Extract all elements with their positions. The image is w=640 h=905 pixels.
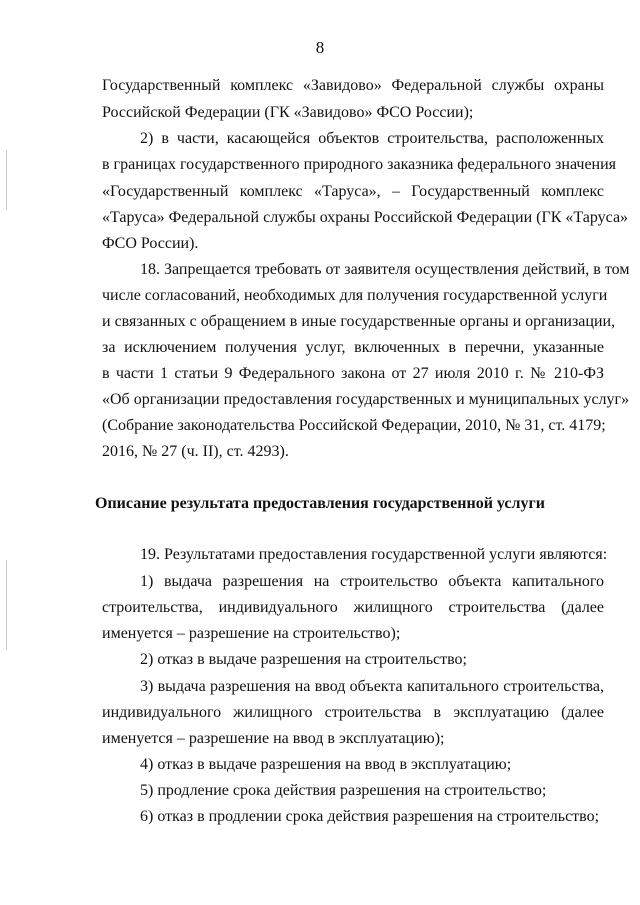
text-line: индивидуального жилищного строительства в эксплуатацию (далее bbox=[102, 704, 604, 721]
text-line: Российской Федерации (ГК «Завидово» ФСО России); bbox=[102, 104, 474, 121]
text-line: строительства, индивидуального жилищного строительства (далее bbox=[102, 599, 604, 616]
text-line: 19. Результатами предоставления государственной услуги являются: bbox=[140, 546, 608, 563]
text-line: в границах государственного природного заказника федерального значения bbox=[102, 156, 617, 173]
text-line: (Собрание законодательства Российской Федерации, 2010, № 31, ст. 4179; bbox=[102, 417, 606, 434]
section-heading: Описание результата предоставления государственной услуги bbox=[95, 495, 545, 512]
text-line: 2016, № 27 (ч. II), ст. 4293). bbox=[102, 443, 289, 460]
scan-edge-mark bbox=[6, 560, 7, 650]
text-line: 4) отказ в выдаче разрешения на ввод в эксплуатацию; bbox=[140, 756, 512, 773]
text-line: Государственный комплекс «Завидово» Федеральной службы охраны bbox=[102, 77, 604, 94]
text-line: ФСО России). bbox=[102, 235, 199, 252]
text-line: 2) отказ в выдаче разрешения на строительство; bbox=[140, 651, 467, 668]
text-line: 3) выдача разрешения на ввод объекта капитального строительства, bbox=[140, 678, 604, 695]
text-line: «Государственный комплекс «Таруса», – Государственный комплекс bbox=[102, 183, 604, 200]
text-line: и связанных с обращением в иные государственные органы и организации, bbox=[102, 313, 616, 330]
text-line: 2) в части, касающейся объектов строительства, расположенных bbox=[140, 130, 604, 147]
text-line: 18. Запрещается требовать от заявителя осуществления действий, в том bbox=[140, 261, 630, 278]
text-line: «Об организации предоставления государственных и муниципальных услуг» bbox=[102, 391, 630, 408]
text-line: в части 1 статьи 9 Федерального закона от 27 июля 2010 г. № 210-ФЗ bbox=[102, 365, 604, 382]
page-number: 8 bbox=[315, 38, 325, 57]
text-line: 1) выдача разрешения на строительство объекта капитального bbox=[140, 573, 604, 590]
text-line: за исключением получения услуг, включенных в перечни, указанные bbox=[102, 339, 604, 356]
text-line: именуется – разрешение на ввод в эксплуатацию); bbox=[102, 730, 445, 747]
text-line: именуется – разрешение на строительство); bbox=[102, 625, 401, 642]
text-line: 6) отказ в продлении срока действия разрешения на строительство; bbox=[140, 808, 600, 825]
text-line: числе согласований, необходимых для получения государственной услуги bbox=[102, 287, 608, 304]
scan-edge-mark bbox=[6, 150, 7, 210]
text-line: «Таруса» Федеральной службы охраны Российской Федерации (ГК «Таруса» bbox=[102, 209, 629, 226]
text-line: 5) продление срока действия разрешения на строительство; bbox=[140, 782, 547, 799]
